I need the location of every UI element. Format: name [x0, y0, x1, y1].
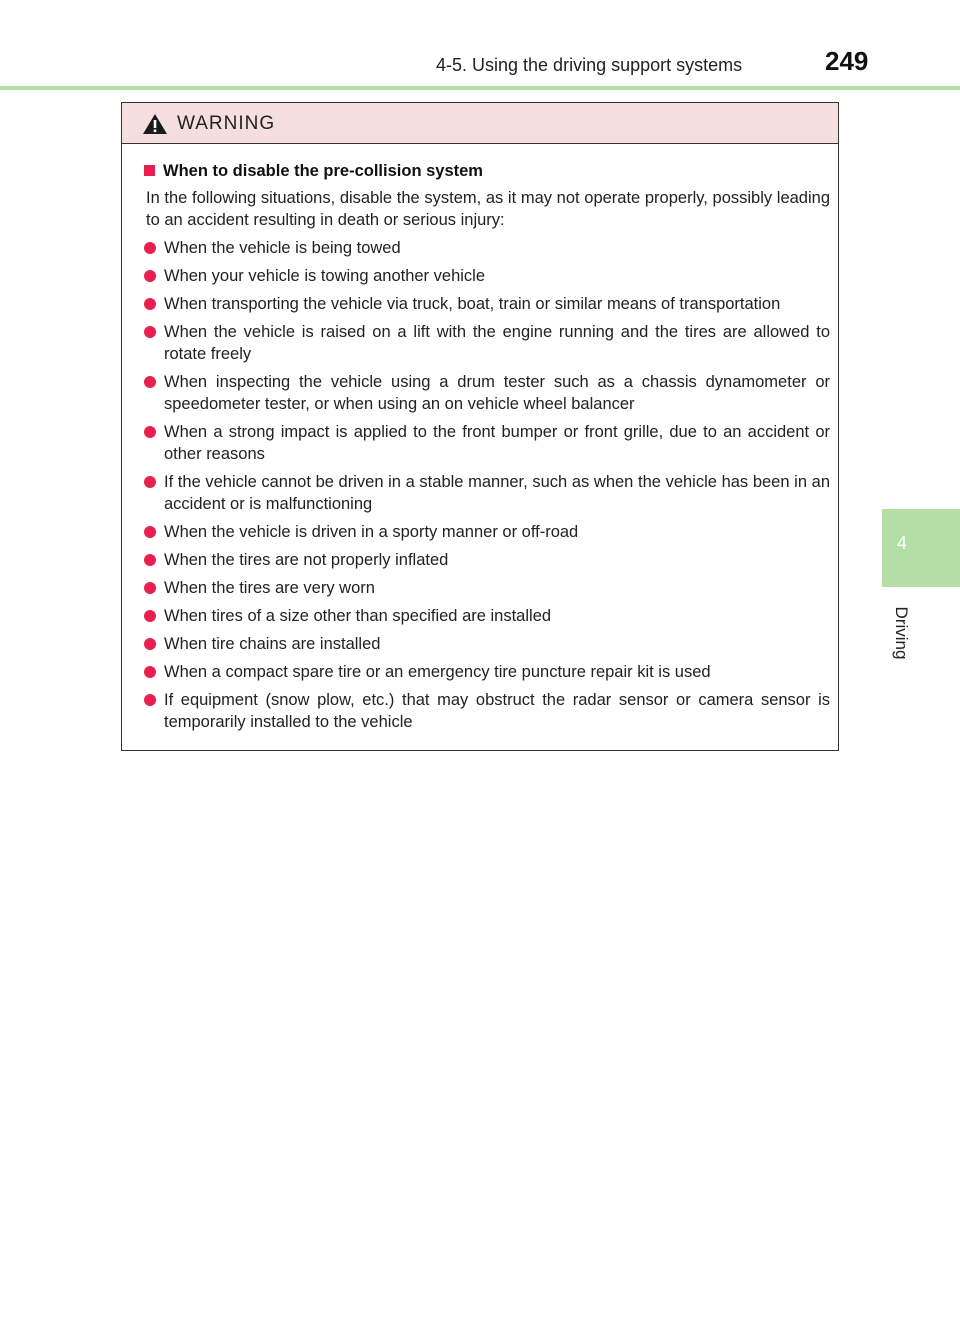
- bullet-icon: [144, 666, 156, 678]
- red-square-marker-icon: [144, 165, 155, 176]
- list-item-text: If equipment (snow plow, etc.) that may obstruct the radar sensor or camera sensor is temporarily installed to the vehicle: [164, 691, 830, 731]
- header-rule: [0, 86, 960, 90]
- list-item-text: When the vehicle is raised on a lift with the engine running and the tires are allowed to rotate freely: [164, 323, 830, 363]
- list-item: [144, 577, 830, 599]
- list-item: [144, 549, 830, 571]
- list-item: [144, 293, 830, 315]
- list-item-text: When the vehicle is being towed: [164, 239, 401, 257]
- bullet-icon: [144, 270, 156, 282]
- bullet-icon: [144, 376, 156, 388]
- bullet-icon: [144, 476, 156, 488]
- list-item: [144, 521, 830, 543]
- chapter-label: [886, 598, 916, 668]
- list-item-text: When the tires are not properly inflated: [164, 551, 449, 569]
- list-item: [144, 371, 830, 415]
- list-item-text: When a compact spare tire or an emergency tire puncture repair kit is used: [164, 663, 711, 681]
- list-item: [144, 421, 830, 465]
- chapter-label-text: Driving: [892, 606, 911, 660]
- warning-box: [121, 102, 839, 751]
- list-item: [144, 237, 830, 259]
- bullet-icon: [144, 610, 156, 622]
- list-item: [144, 471, 830, 515]
- warning-list: [144, 237, 830, 733]
- bullet-icon: [144, 554, 156, 566]
- list-item: [144, 633, 830, 655]
- bullet-icon: [144, 326, 156, 338]
- list-item-text: When inspecting the vehicle using a drum tester such as a chassis dynamometer or speedometer tester, or when using an on vehicle wheel balancer: [164, 373, 830, 413]
- bullet-icon: [144, 694, 156, 706]
- list-item-text: When your vehicle is towing another vehicle: [164, 267, 486, 285]
- bullet-icon: [144, 582, 156, 594]
- warning-intro: In the following situations, disable the system, as it may not operate properly, possibly leading to an accident resulting in death or serious injury:: [146, 189, 830, 229]
- chapter-number: 4: [896, 533, 907, 553]
- bullet-icon: [144, 298, 156, 310]
- chapter-tab: [882, 509, 960, 587]
- warning-triangle-icon: [142, 113, 168, 135]
- bullet-icon: [144, 638, 156, 650]
- list-item: [144, 265, 830, 287]
- warning-title: WARNING: [177, 113, 276, 134]
- bullet-icon: [144, 426, 156, 438]
- list-item-text: If the vehicle cannot be driven in a stable manner, such as when the vehicle has been in an accident or is malfunctioning: [164, 473, 830, 513]
- list-item: [144, 605, 830, 627]
- list-item-text: When the tires are very worn: [164, 579, 375, 597]
- list-item-text: When tires of a size other than specified are installed: [164, 607, 552, 625]
- list-item-text: When a strong impact is applied to the front bumper or front grille, due to an accident or other reasons: [164, 423, 830, 463]
- warning-subheading: [144, 162, 830, 181]
- warning-header: [122, 103, 838, 144]
- bullet-icon: [144, 526, 156, 538]
- bullet-icon: [144, 242, 156, 254]
- page-number: 249: [825, 46, 869, 76]
- list-item: [144, 689, 830, 733]
- section-title: 4-5. Using the driving support systems: [436, 55, 743, 75]
- list-item-text: When transporting the vehicle via truck, boat, train or similar means of transportation: [164, 295, 781, 313]
- list-item-text: When tire chains are installed: [164, 635, 381, 653]
- list-item: [144, 321, 830, 365]
- list-item-text: When the vehicle is driven in a sporty manner or off-road: [164, 523, 579, 541]
- warning-body: [122, 144, 838, 733]
- list-item: [144, 661, 830, 683]
- subheading-text: When to disable the pre-collision system: [163, 162, 483, 180]
